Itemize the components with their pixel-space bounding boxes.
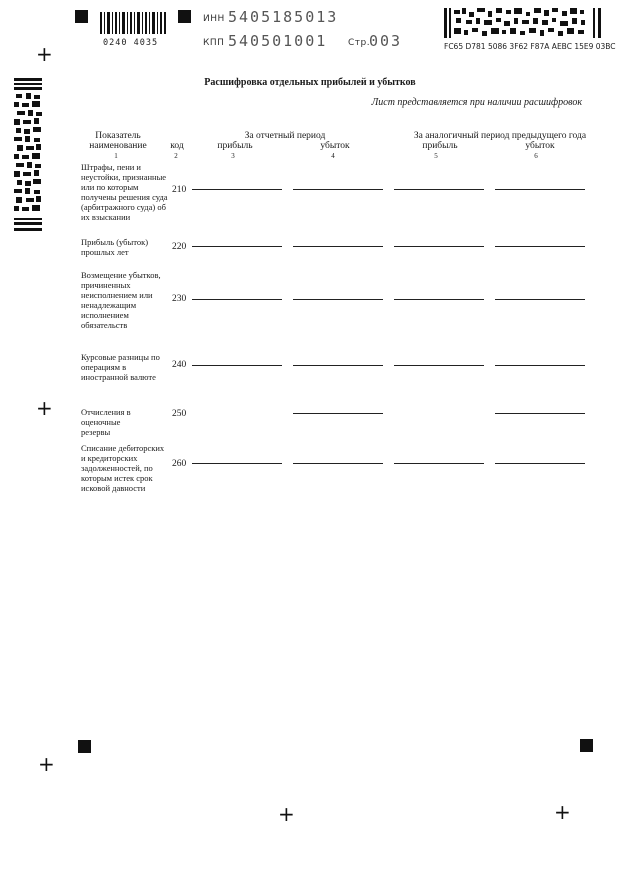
input-line-220-profit-prev[interactable] [394,246,484,247]
inn-value: 5405185013 [228,8,339,26]
column-header-previous-period: За аналогичный период предыдущего года [413,131,587,141]
inn-label: ИНН [203,14,225,24]
column-number-5: 5 [434,152,438,160]
crosshair-mark-top-left: + [36,42,53,66]
input-line-240-loss[interactable] [293,365,383,366]
kpp-value: 540501001 [228,32,328,50]
input-line-220-loss-prev[interactable] [495,246,585,247]
crosshair-mark-mid-left: + [36,396,53,420]
row-label-210: Штрафы, пени и неустойки, признанные или по которым получены решения суда (арбитражного суда) об их взыскании [81,162,168,222]
qr-code-text: FC65 D781 5086 3F62 F87A AEBC 15E9 03BC [444,42,616,51]
row-code-210: 210 [172,185,187,195]
input-line-240-profit-prev[interactable] [394,365,484,366]
input-line-260-loss[interactable] [293,463,383,464]
row-label-220: Прибыль (убыток) прошлых лет [81,237,149,257]
kpp-label: КПП [203,38,225,48]
input-line-210-loss[interactable] [293,189,383,190]
form-barcode-top [100,12,170,36]
column-header-loss: убыток [320,141,350,151]
input-line-210-profit-prev[interactable] [394,189,484,190]
column-header-indicator: Показатель [95,131,141,141]
input-line-250-loss-prev[interactable] [495,413,585,414]
input-line-260-profit[interactable] [192,463,282,464]
row-code-260: 260 [172,459,187,469]
column-number-4: 4 [331,152,335,160]
page-label: Стр. [348,38,371,48]
column-header-current-period: За отчетный период [244,131,326,141]
page-title: Расшифровка отдельных прибылей и убытков [204,77,416,88]
input-line-230-profit[interactable] [192,299,282,300]
crosshair-mark-bottom-left: + [38,752,55,776]
column-header-name: наименование [89,141,147,151]
input-line-260-profit-prev[interactable] [394,463,484,464]
input-line-230-profit-prev[interactable] [394,299,484,300]
column-number-1: 1 [114,152,118,160]
column-header-profit-prev: прибыль [422,141,458,151]
row-label-250: Отчисления в оценочные резервы [81,407,131,437]
column-number-6: 6 [534,152,538,160]
column-header-code: код [170,141,184,151]
registration-square-bottom-left [78,740,91,753]
page-subtitle: Лист представляется при наличии расшифровок [371,97,582,108]
page-value: 003 [369,32,403,50]
registration-square-top-left-1 [75,10,88,23]
input-line-260-loss-prev[interactable] [495,463,585,464]
row-label-240: Курсовые разницы по операциям в иностранной валюте [81,352,160,382]
input-line-210-profit[interactable] [192,189,282,190]
qr-barcode-top-right [444,8,602,38]
crosshair-mark-bottom-center: + [278,802,295,826]
row-code-220: 220 [172,242,187,252]
column-number-3: 3 [231,152,235,160]
row-code-250: 250 [172,409,187,419]
input-line-210-loss-prev[interactable] [495,189,585,190]
column-number-2: 2 [174,152,178,160]
row-label-260: Списание дебиторских и кредиторских задолженностей, по которым истек срок исковой давности [81,443,165,493]
form-code: 0240 4035 [103,38,159,48]
row-code-240: 240 [172,360,187,370]
crosshair-mark-bottom-right: + [554,800,571,824]
registration-square-bottom-right [580,739,593,752]
input-line-220-profit[interactable] [192,246,282,247]
input-line-230-loss[interactable] [293,299,383,300]
input-line-250-loss[interactable] [293,413,383,414]
column-header-loss-prev: убыток [525,141,555,151]
input-line-220-loss[interactable] [293,246,383,247]
input-line-240-loss-prev[interactable] [495,365,585,366]
side-barcode-left [14,78,42,233]
row-label-230: Возмещение убытков, причиненных неисполнением или ненадлежащим исполнением обязательств [81,270,161,330]
row-code-230: 230 [172,294,187,304]
input-line-230-loss-prev[interactable] [495,299,585,300]
column-header-profit: прибыль [217,141,253,151]
input-line-240-profit[interactable] [192,365,282,366]
registration-square-top-left-2 [178,10,191,23]
